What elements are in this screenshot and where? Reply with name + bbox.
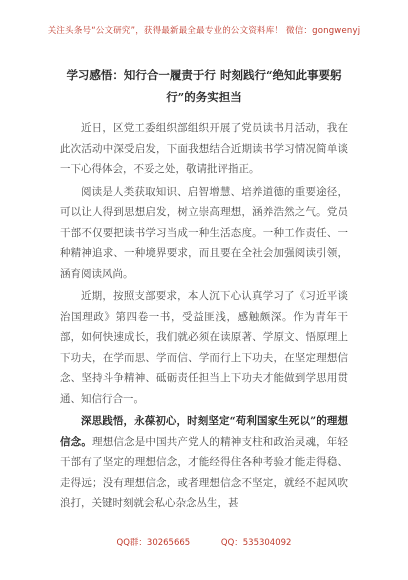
paragraph-text: 近期，按照支部要求，本人沉下心认真学习了《习近平谈治国理政》第四卷一书，受益匪浅，感触颇深。作为青年干部，如何快速成长，我们就必须在读原著、学原文、悟原理上下功夫，在学而思、学而信、学而行上下功夫，在坚定理想信念、坚持斗争精神、砥砺责任担当上下功夫才能做到学思用贯通、知信行合一。 bbox=[60, 290, 348, 405]
document-body bbox=[60, 64, 348, 516]
paragraph-4 bbox=[60, 411, 348, 514]
footer-qq: QQ：535304092 bbox=[220, 538, 292, 548]
title-line-2: 行”的务实担当 bbox=[166, 90, 242, 104]
paragraph-text: 阅读是人类获取知识、启智增慧、培养道德的重要途径，可以让人得到思想启发，树立崇高理想，涵养浩然之气。党员干部不仅要把读书学习当成一种生活态度。一种工作责任、一种精神追求、一种境界要求，而且要在全社会加强阅读引领，涵育阅读风尚。 bbox=[60, 185, 348, 280]
footer-banner bbox=[0, 536, 408, 548]
paragraph-2 bbox=[60, 182, 348, 285]
document-title bbox=[60, 64, 348, 108]
paragraph-1 bbox=[60, 118, 348, 180]
paragraph-text: 近日，区党工委组织部组织开展了党员读书月活动，我在此次活动中深受启发，下面我想结合近期读书学习情况简单谈一下心得体会，不妥之处，敬请批评指正。 bbox=[60, 122, 348, 175]
title-line-1: 学习感悟：知行合一履责于行 时刻践行“绝知此事要躬 bbox=[66, 68, 342, 82]
paragraph-lead: 深思践悟，永葆初心，时刻坚定“苟利国家生死以”的理想信念。 bbox=[60, 415, 348, 448]
paragraph-3 bbox=[60, 286, 348, 409]
paragraph-text: 理想信念是中国共产党人的精神支柱和政治灵魂，年轻干部有了坚定的理想信念，才能经得住各种考验才能走得稳、走得远；没有理想信念，或者理想信念不坚定，就经不起风吹浪打，关键时刻就会私心杂念丛生，甚 bbox=[60, 435, 349, 509]
footer-qq-group: QQ群：30265665 bbox=[116, 538, 191, 548]
header-banner: 关注头条号“公文研究”，获得最新最全最专业的公文资料库！ 微信：gongwenyj bbox=[47, 26, 361, 36]
